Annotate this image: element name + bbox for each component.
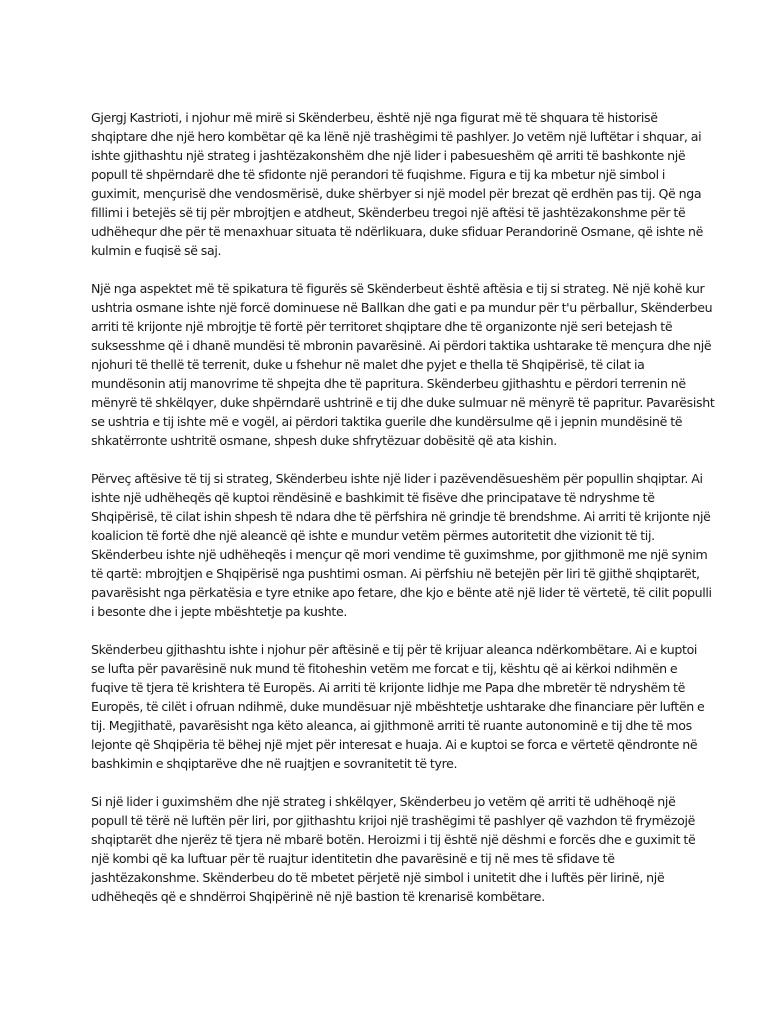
text-line: një kombi që ka luftuar për të ruajtur identitetin dhe pavarësinë e tij në mes të sfidave të [91,851,615,866]
text-line: jashtëzakonshme. Skënderbeu do të mbetet përjetë një simbol i unitetit dhe i luftës për lirinë, një [91,870,665,885]
text-line: shkatërronte ushtritë osmane, shpesh duke shfrytëzuar dobësitë që ata kishin. [91,433,557,448]
text-line: Si një lider i guximshëm dhe një strateg i shkëlqyer, Skënderbeu jo vetëm që arriti të udhëhoqë një [91,794,676,809]
paragraph-2 [91,279,715,450]
paragraph-5 [91,792,696,906]
text-line: guximit, mençurisë dhe vendosmërisë, duke shërbyer si një model për brezat që erdhën pas tij. Që nga [91,186,702,201]
text-line: bashkimin e shqiptarëve dhe në ruajtjen e sovranitetit të tyre. [91,756,458,771]
text-line: Skënderbeu gjithashtu ishte i njohur për aftësinë e tij për të krijuar aleanca ndërkombëtare. Ai e kuptoi [91,642,698,657]
text-line: kulmin e fuqisë së saj. [91,243,222,258]
text-line: ishte një udhëheqës që kuptoi rëndësinë e bashkimit të fisëve dhe principatave të ndryshme të [91,490,655,505]
text-line: popull të shpërndarë dhe të sfidonte një perandori të fuqishme. Figura e tij ka mbetur një simbol i [91,167,666,182]
text-line: popull të tërë në luftën për liri, por gjithashtu krijoi një trashëgimi të pashlyer që vazhdon të frymëzojë [91,813,696,828]
text-line: lejonte që Shqipëria të bëhej një mjet për interesat e huaja. Ai e kuptoi se forca e vërtetë qëndronte në [91,737,698,752]
text-line: njohuri të thellë të terrenit, duke u fshehur në malet dhe pyjet e thella të Shqipërisë, të cilat ia [91,357,645,372]
text-line: të qartë: mbrojtjen e Shqipërisë nga pushtimi osman. Ai përfshiu në betejën për liri të gjithë shqiptarët, [91,566,700,581]
text-line: koalicion të fortë dhe një aleancë që ishte e mundur vetëm përmes autoritetit dhe vizionit të tij. [91,528,655,543]
paragraph-1 [91,108,703,260]
text-line: Europës, të cilët i ofruan ndihmë, duke mundësuar një mbështetje ushtarake dhe financiare për luftën e [91,699,705,714]
text-line: pavarësisht nga përkatësia e tyre etnike apo fetare, dhe kjo e bënte atë një lider të vërtetë, të cilit populli [91,585,712,600]
text-line: Gjergj Kastrioti, i njohur më mirë si Skënderbeu, është një nga figurat më të shquara të historisë [91,110,658,125]
text-line: mundësonin atij manovrime të shpejta dhe të papritura. Skënderbeu gjithashtu e përdori terrenin në [91,376,686,391]
text-line: udhëheqës që e shndërroi Shqipërinë në një bastion të krenarisë kombëtare. [91,889,545,904]
text-line: shqiptare dhe një hero kombëtar që ka lënë një trashëgimi të pashlyer. Jo vetëm një luftëtar i shquar, ai [91,129,702,144]
text-line: arriti të krijonte një mbrojtje të fortë për territoret shqiptare dhe të organizonte një seri betejash të [91,319,673,334]
text-line: fillimi i betejës së tij për mbrojtjen e atdheut, Skënderbeu tregoi një aftësi të jashtëzakonshme për të [91,205,686,220]
text-line: se ushtria e tij ishte më e vogël, ai përdori taktika guerile dhe kundërsulme që i jepnin mundësinë të [91,414,683,429]
text-line: Skënderbeu ishte një udhëheqës i mençur që mori vendime të guximshme, por gjithmonë me një synim [91,547,708,562]
document-body [91,108,715,925]
text-line: tij. Megjithatë, pavarësisht nga këto aleanca, ai gjithmonë arriti të ruante autonominë e tij dhe të mos [91,718,692,733]
paragraph-3 [91,469,712,621]
text-line: i besonte dhe i jepte mbështetje pa kushte. [91,604,348,619]
text-line: Shqipërisë, të cilat ishin shpesh të ndara dhe të përfshira në grindje të brendshme. Ai arriti të krijonte një [91,509,711,524]
text-line: fuqive të tjera të krishtera të Europës. Ai arriti të krijonte lidhje me Papa dhe mbretër të ndryshëm të [91,680,686,695]
text-line: shqiptarët dhe njerëz të tjera në mbarë botën. Heroizmi i tij është një dëshmi e forcës dhe e guximit të [91,832,696,847]
text-line: Një nga aspektet më të spikatura të figurës së Skënderbeut është aftësia e tij si strateg. Në një kohë kur [91,281,705,296]
text-line: udhëhequr dhe për të menaxhuar situata të ndërlikuara, duke sfiduar Perandorinë Osmane, që ishte në [91,224,703,239]
paragraph-4 [91,640,705,773]
text-line: se lufta për pavarësinë nuk mund të fitoheshin vetëm me forcat e tij, kështu që ai kërkoi ndihmën e [91,661,678,676]
text-line: ushtria osmane ishte një forcë dominuese në Ballkan dhe gati e pa mundur për t'u përballur, Skënderbeu [91,300,713,315]
text-line: ishte gjithashtu një strateg i jashtëzakonshëm dhe një lider i pabesueshëm që arriti të bashkonte një [91,148,686,163]
text-line: mënyrë të shkëlqyer, duke shpërndarë ushtrinë e tij dhe duke sulmuar në mënyrë të papritur. Pavarësisht [91,395,715,410]
text-line: suksesshme që i dhanë mundësi të mbronin pavarësinë. Ai përdori taktika ushtarake të mençura dhe një [91,338,712,353]
text-line: Përveç aftësive të tij si strateg, Skënderbeu ishte një lider i pazëvendësueshëm për popullin shqiptar. Ai [91,471,703,486]
